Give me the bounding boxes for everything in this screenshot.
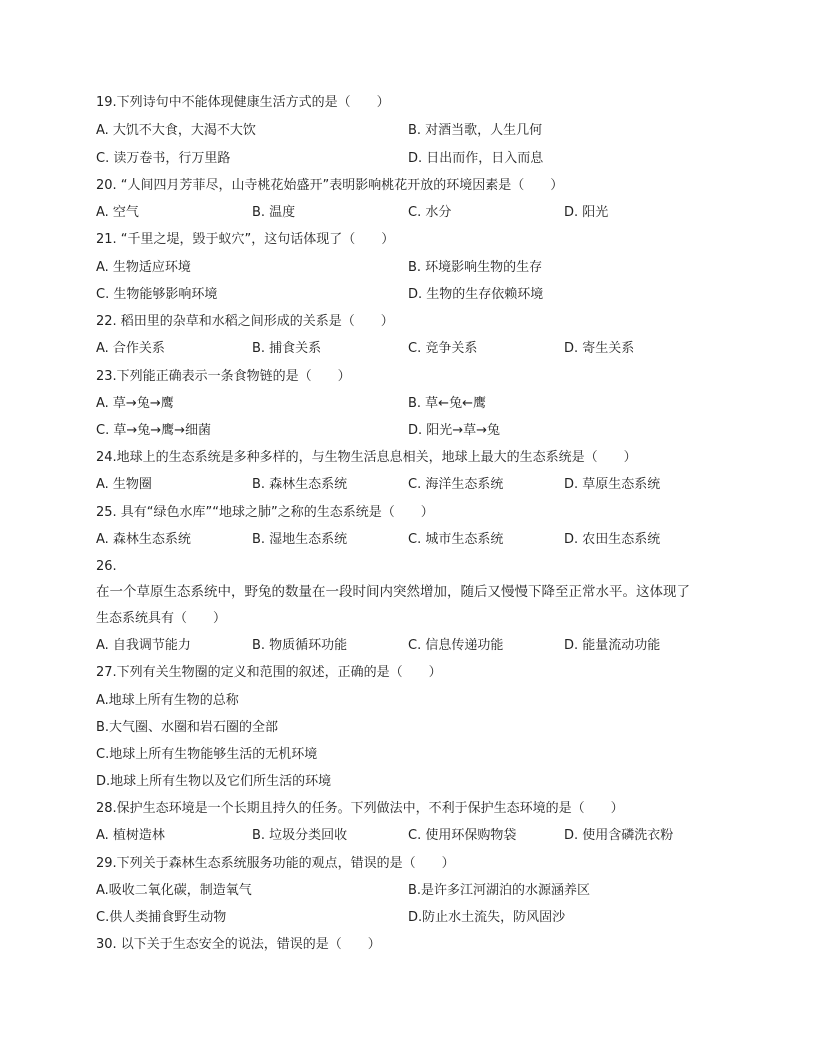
q19-stem: 19.下列诗句中不能体现健康生活方式的是（ ） — [96, 95, 390, 110]
q27-option-b: B.大气圈、水圈和岩石圈的全部 — [96, 720, 279, 735]
q26-option-a: A. 自我调节能力 — [96, 638, 191, 653]
q25-option-b: B. 湿地生态系统 — [252, 532, 348, 547]
q29-stem: 29.下列关于森林生态系统服务功能的观点，错误的是（ ） — [96, 856, 455, 871]
q20-stem: 20. “人间四月芳菲尽，山寺桃花始盛开”表明影响桃花开放的环境因素是（ ） — [96, 178, 564, 193]
q23-option-b: B. 草←兔←鹰 — [408, 396, 486, 411]
q26-option-d: D. 能量流动功能 — [564, 638, 661, 653]
q26-number: 26. — [96, 559, 117, 574]
q22-option-c: C. 竞争关系 — [408, 341, 478, 356]
q23-option-c: C. 草→兔→鹰→细菌 — [96, 423, 212, 438]
q30-stem: 30. 以下关于生态安全的说法，错误的是（ ） — [96, 937, 381, 952]
q22-option-b: B. 捕食关系 — [252, 341, 322, 356]
q20-option-c: C. 水分 — [408, 205, 452, 220]
q25-option-c: C. 城市生态系统 — [408, 532, 504, 547]
q21-option-a: A. 生物适应环境 — [96, 260, 191, 275]
q29-option-a: A.吸收二氧化碳，制造氧气 — [96, 883, 252, 898]
q28-option-b: B. 垃圾分类回收 — [252, 828, 348, 843]
q24-option-a: A. 生物圈 — [96, 477, 152, 492]
q23-option-d: D. 阳光→草→兔 — [408, 423, 501, 438]
q22-option-a: A. 合作关系 — [96, 341, 165, 356]
q29-option-b: B.是许多江河湖泊的水源涵养区 — [408, 883, 591, 898]
q27-stem: 27.下列有关生物圈的定义和范围的叙述，正确的是（ ） — [96, 665, 442, 680]
q19-option-c: C. 读万卷书，行万里路 — [96, 151, 231, 166]
q28-option-a: A. 植树造林 — [96, 828, 165, 843]
q24-option-d: D. 草原生态系统 — [564, 477, 661, 492]
q29-option-c: C.供人类捕食野生动物 — [96, 910, 227, 925]
q25-option-d: D. 农田生态系统 — [564, 532, 661, 547]
q23-stem: 23.下列能正确表示一条食物链的是（ ） — [96, 369, 351, 384]
q20-option-a: A. 空气 — [96, 205, 139, 220]
q19-option-d: D. 日出而作，日入而息 — [408, 151, 544, 166]
q19-option-b: B. 对酒当歌，人生几何 — [408, 123, 543, 138]
q22-stem: 22. 稻田里的杂草和水稻之间形成的关系是（ ） — [96, 314, 394, 329]
q28-option-d: D. 使用含磷洗衣粉 — [564, 828, 674, 843]
q19-option-a: A. 大饥不大食，大渴不大饮 — [96, 123, 256, 138]
q26-option-c: C. 信息传递功能 — [408, 638, 504, 653]
q24-option-c: C. 海洋生态系统 — [408, 477, 504, 492]
q22-option-d: D. 寄生关系 — [564, 341, 635, 356]
q21-stem: 21. “千里之堤，毁于蚁穴”，这句话体现了（ ） — [96, 232, 395, 247]
q23-option-a: A. 草→兔→鹰 — [96, 396, 174, 411]
q20-option-b: B. 温度 — [252, 205, 296, 220]
q27-option-d: D.地球上所有生物以及它们所生活的环境 — [96, 774, 332, 789]
q26-stem-line1: 在一个草原生态系统中，野兔的数量在一段时间内突然增加，随后又慢慢下降至正常水平。这体现了 — [96, 584, 690, 600]
q29-option-d: D.防止水土流失，防风固沙 — [408, 910, 566, 925]
q20-option-d: D. 阳光 — [564, 205, 609, 220]
q24-stem: 24.地球上的生态系统是多种多样的，与生物生活息息相关，地球上最大的生态系统是（ ） — [96, 450, 637, 465]
q21-option-b: B. 环境影响生物的生存 — [408, 260, 543, 275]
q28-stem: 28.保护生态环境是一个长期且持久的任务。下列做法中，不利于保护生态环境的是（ ） — [96, 801, 624, 816]
q25-option-a: A. 森林生态系统 — [96, 532, 191, 547]
q28-option-c: C. 使用环保购物袋 — [408, 828, 517, 843]
q27-option-a: A.地球上所有生物的总称 — [96, 693, 239, 708]
q24-option-b: B. 森林生态系统 — [252, 477, 348, 492]
q21-option-c: C. 生物能够影响环境 — [96, 287, 218, 302]
q21-option-d: D. 生物的生存依赖环境 — [408, 287, 544, 302]
q27-option-c: C.地球上所有生物能够生活的无机环境 — [96, 747, 318, 762]
q26-stem-line2: 生态系统具有（ ） — [96, 611, 227, 626]
q25-stem: 25. 具有“绿色水库”“地球之肺”之称的生态系统是（ ） — [96, 505, 434, 520]
q26-option-b: B. 物质循环功能 — [252, 638, 348, 653]
